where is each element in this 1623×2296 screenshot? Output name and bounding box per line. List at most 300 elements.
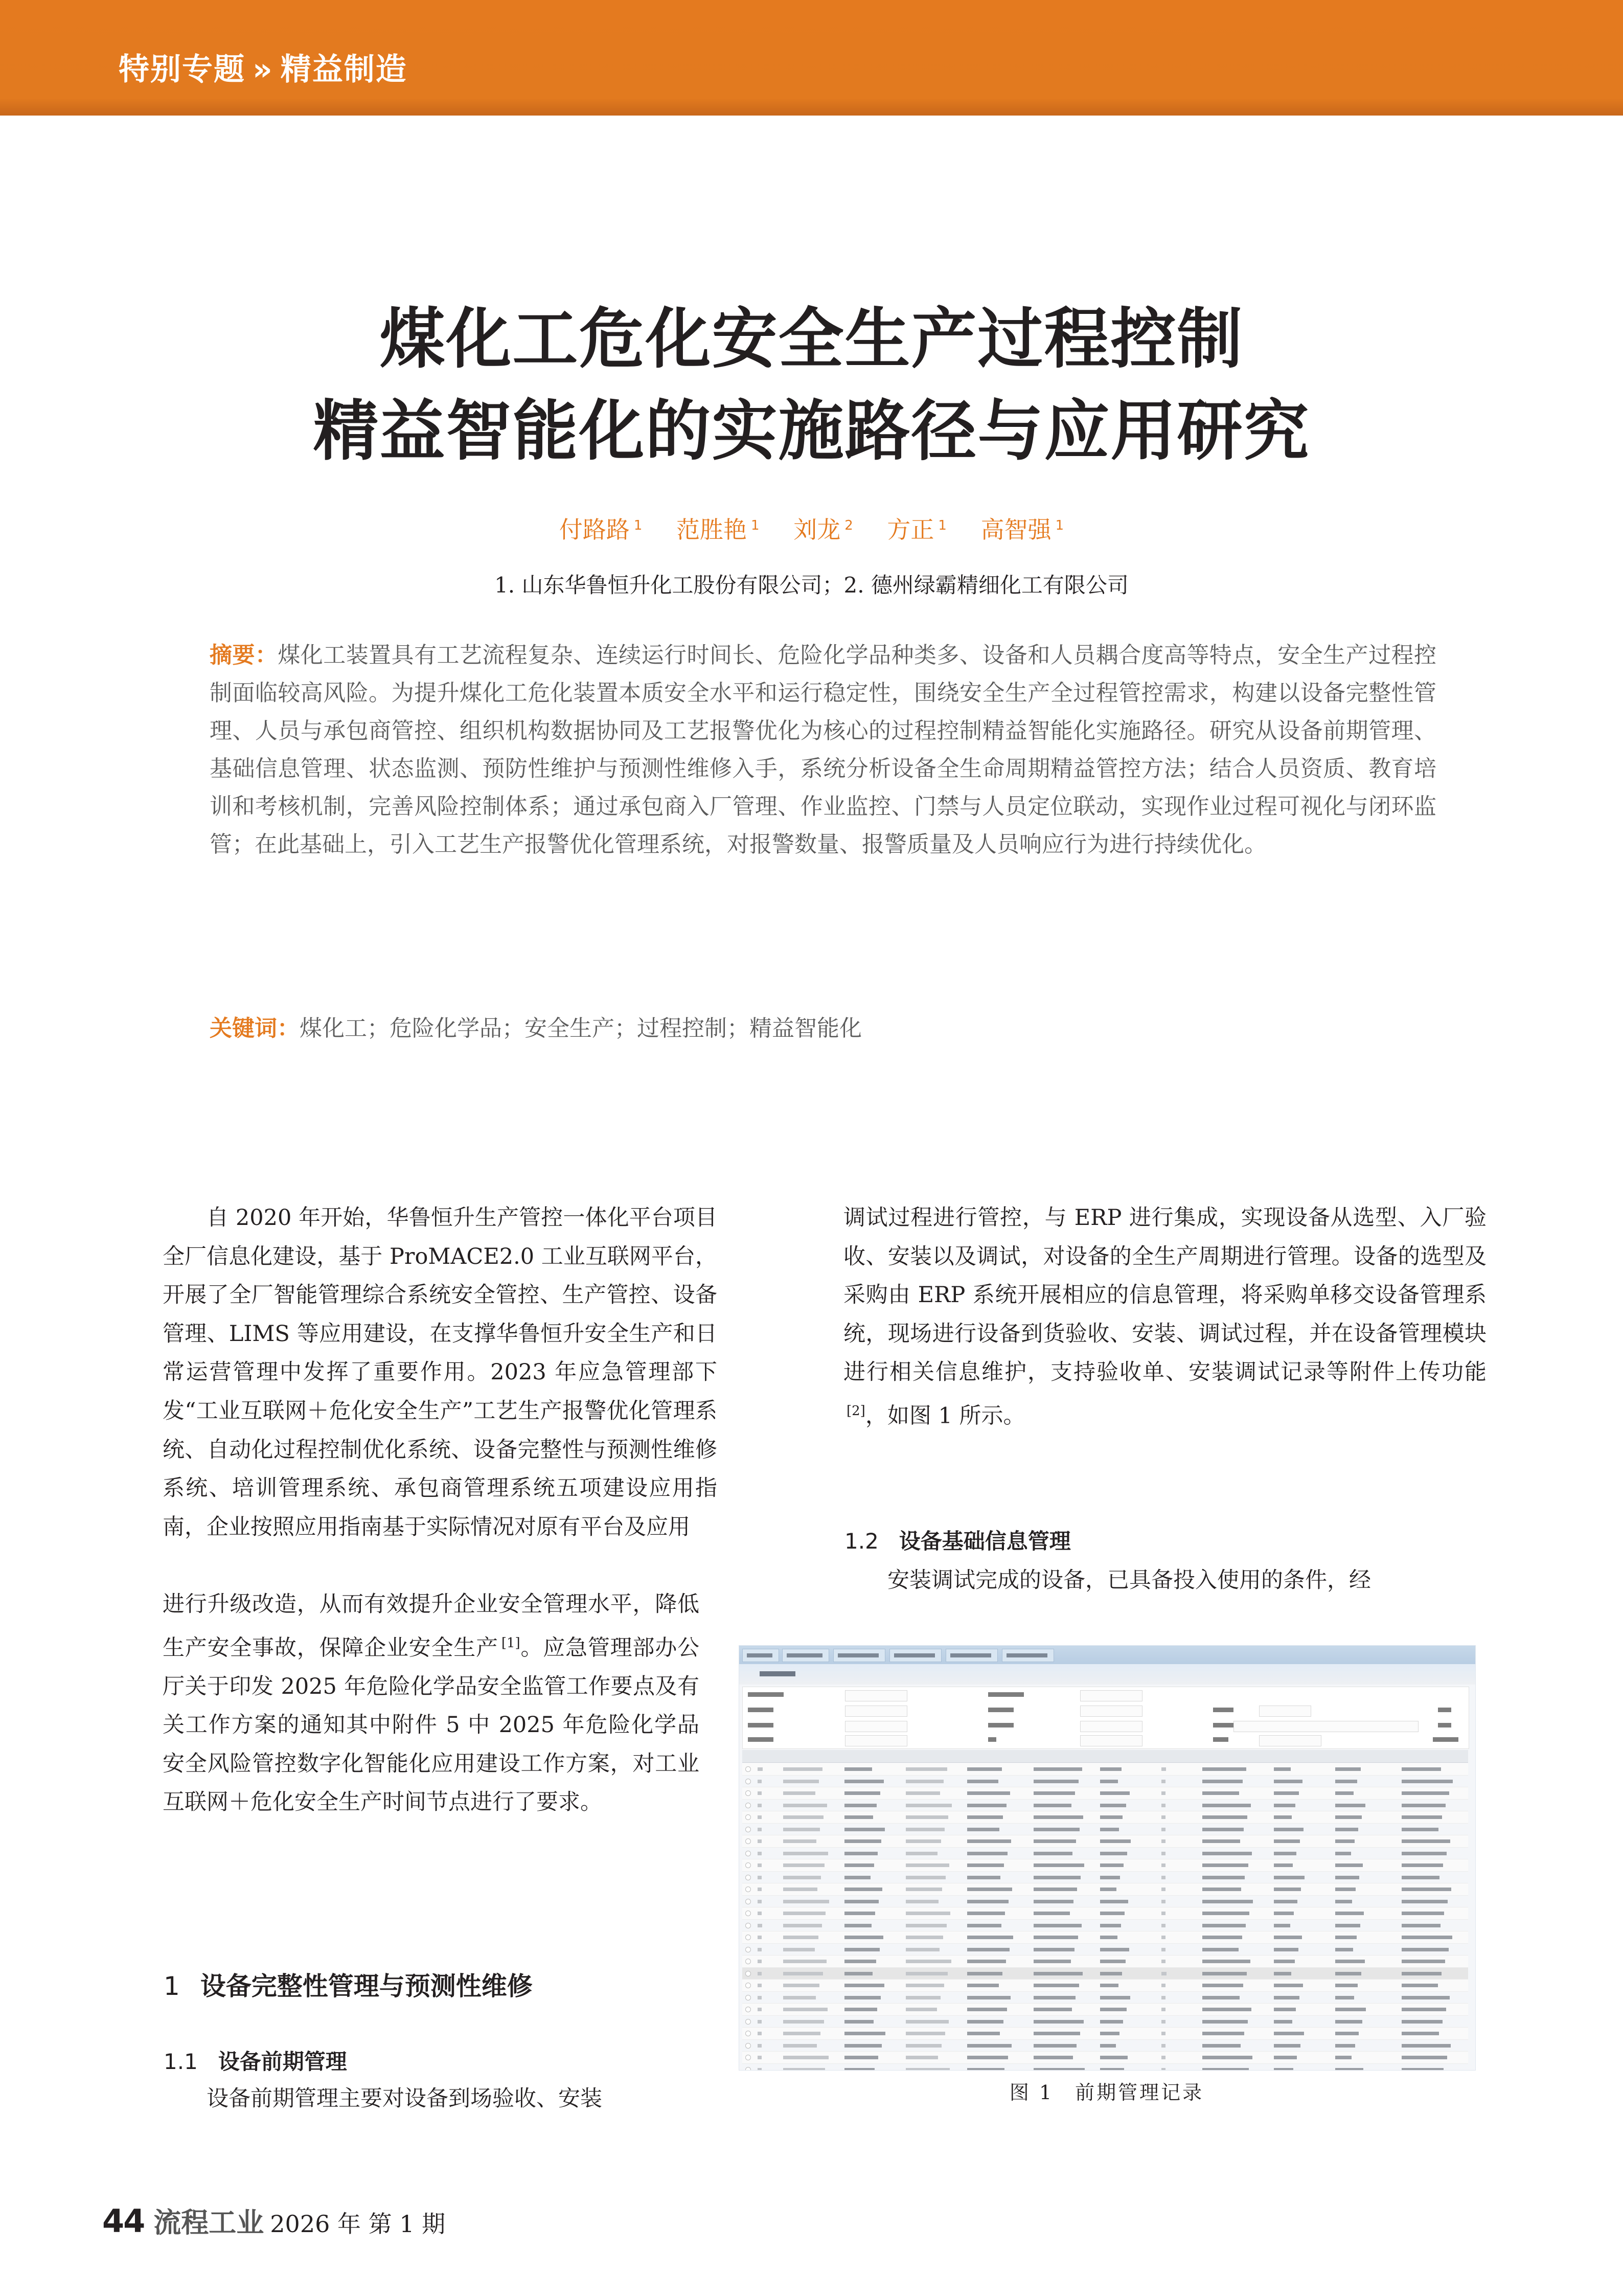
figure-table-cell (844, 2068, 875, 2071)
figure-table-cell (783, 2032, 820, 2035)
radio-icon (745, 2043, 751, 2049)
page-number: 44 (102, 2202, 145, 2240)
figure-table-cell (1202, 2008, 1251, 2011)
section-topic: 精益制造 (280, 52, 407, 87)
figure-table-cell (844, 2008, 877, 2011)
figure-table-cell (906, 1828, 945, 1831)
body-right-column (843, 1199, 1487, 1436)
figure-table-cell (844, 1996, 881, 1999)
figure-table-cell (1161, 2056, 1165, 2059)
figure-table-cell (906, 1936, 943, 1939)
figure-table-cell (758, 1815, 762, 1819)
figure-table-cell (1402, 1912, 1444, 1915)
figure-table-cell (1161, 2008, 1165, 2011)
figure-table-cell (906, 1876, 946, 1879)
radio-icon (745, 1851, 751, 1856)
figure-table-cell (1335, 1863, 1363, 1867)
figure-table-cell (783, 1767, 822, 1771)
figure-table-cell (1402, 2068, 1444, 2071)
author: 范胜艳 $^1$ (676, 516, 760, 543)
figure-table-cell (1274, 2020, 1292, 2024)
figure-table-cell (1202, 1828, 1244, 1831)
figure-table-cell (844, 1767, 872, 1771)
figure-table-cell (783, 1900, 829, 1903)
figure-table-cell (1034, 1996, 1076, 1999)
figure-table-cell (844, 1972, 873, 1975)
figure-table-cell (844, 1936, 883, 1939)
figure-table-cell (1335, 2056, 1352, 2059)
figure-table-cell (1274, 2008, 1296, 2011)
figure-table-cell (844, 2020, 874, 2024)
figure-table-cell (906, 2044, 942, 2048)
figure-table-cell (1034, 2008, 1072, 2011)
figure-table-cell (1335, 1912, 1364, 1915)
figure-table-row (742, 1980, 1468, 1992)
figure-table-cell (1100, 1972, 1122, 1975)
figure-table-cell (844, 1852, 878, 1855)
figure-table-cell (1100, 1888, 1116, 1891)
figure-table-cell (906, 1984, 944, 1987)
figure-table-cell (1100, 1767, 1122, 1771)
body-left-column (163, 1199, 717, 1547)
figure-table-cell (1335, 1924, 1360, 1927)
radio-icon (745, 2055, 751, 2060)
figure-table-cell (1402, 1924, 1441, 1927)
figure-table-cell (783, 2068, 825, 2071)
figure-table-cell (1100, 1900, 1128, 1903)
figure-filter-form (742, 1687, 1469, 1749)
figure-table-cell (1274, 1828, 1304, 1831)
figure-table-cell (1274, 1924, 1290, 1927)
figure-table-cell (1161, 1863, 1165, 1867)
figure-table-cell (1202, 2056, 1252, 2059)
figure-table-cell (1335, 1839, 1355, 1843)
figure-tab-bar (739, 1646, 1475, 1664)
figure-table-cell (1402, 1863, 1443, 1867)
figure-table-cell (1274, 2044, 1300, 2048)
figure-table-cell (1100, 1876, 1120, 1879)
figure-table-cell (906, 1804, 952, 1807)
figure-table-cell (783, 1996, 816, 1999)
article-title-line-2: 精益智能化的实施路径与应用研究 (313, 393, 1310, 469)
radio-icon (745, 1971, 751, 1976)
figure-table-cell (1335, 1960, 1365, 1963)
figure-table-cell (1161, 1876, 1165, 1879)
figure-table-cell (844, 1828, 885, 1831)
citation-ref[interactable]: [2] (847, 1403, 865, 1419)
figure-caption: 图 1 前期管理记录 (1009, 2081, 1204, 2104)
figure-table-cell (1100, 1984, 1118, 1987)
figure-table-cell (1034, 1863, 1084, 1867)
radio-icon (745, 1875, 751, 1880)
figure-table-cell (967, 1791, 1010, 1795)
figure-table-cell (1402, 1828, 1438, 1831)
figure-table-row (742, 1763, 1468, 1776)
figure-table-cell (967, 2008, 1007, 2011)
figure-table-row (742, 1835, 1468, 1848)
figure-table-cell (1335, 2008, 1366, 2011)
radio-icon (745, 1827, 751, 1832)
radio-icon (745, 1995, 751, 2001)
figure-table-cell (758, 1972, 762, 1975)
figure-table-cell (1274, 1815, 1292, 1819)
radio-icon (745, 1766, 751, 1772)
figure-table-cell (844, 1839, 881, 1843)
figure-table-cell (1202, 1948, 1239, 1951)
figure-table-cell (1034, 2044, 1077, 2048)
figure-table-cell (758, 1767, 763, 1771)
radio-icon (745, 1899, 751, 1904)
figure-table-cell (906, 1924, 947, 1927)
figure-table-cell (967, 1912, 1005, 1915)
figure-table-cell (1402, 1876, 1439, 1879)
figure-table-cell (844, 1924, 872, 1927)
figure-table-cell (1202, 1960, 1250, 1963)
figure-table-cell (967, 1960, 1006, 1963)
figure-table-cell (1161, 1767, 1166, 1771)
section-heading-1-1: 1.1 设备前期管理 (164, 2049, 347, 2074)
figure-table-cell (1161, 1912, 1165, 1915)
figure-table-cell (844, 1948, 880, 1951)
figure-table-cell (1100, 2032, 1119, 2035)
figure-table-cell (1335, 2068, 1363, 2071)
figure-table-cell (758, 2032, 762, 2035)
figure-1-screenshot (739, 1645, 1476, 2071)
figure-table-cell (1034, 1900, 1073, 1903)
figure-table-cell (906, 1852, 938, 1855)
figure-table-cell (844, 2032, 885, 2035)
figure-table-cell (967, 1900, 1009, 1903)
affiliations: 1. 山东华鲁恒升化工股份有限公司；2. 德州绿霸精细化工有限公司 (494, 573, 1129, 598)
body-left-column-end (163, 2080, 717, 2119)
figure-table-cell (906, 1791, 940, 1795)
figure-table-cell (1034, 1767, 1082, 1771)
figure-table-cell (783, 1972, 823, 1975)
author: 方正 $^1$ (887, 516, 947, 543)
body-paragraph: 调试过程进行管控，与 ERP 进行集成，实现设备从选型、入厂验收、安装以及调试，对设备的全生产周期进行管理。设备的选型及采购由 ERP 系统开展相应的信息管理，将采购单移交设备管理系统，现场进行设备到货验收、安装、调试过程，并在设备管理模块进行相关信息维护，支持验收单、安装调试记录等附件上传功能[2]，如图 1 所示。 (843, 1205, 1487, 1429)
figure-table-row (742, 1776, 1468, 1788)
figure-table-cell (1034, 1852, 1072, 1855)
figure-table-cell (758, 1960, 762, 1963)
figure-table-cell (1202, 2068, 1249, 2071)
figure-table-cell (967, 1924, 1001, 1927)
figure-table-row (742, 2004, 1468, 2016)
figure-table-cell (967, 1767, 1002, 1771)
figure-table-cell (967, 1888, 1012, 1891)
keywords-label: 关键词： (210, 1015, 300, 1041)
figure-table-row (742, 1956, 1468, 1968)
figure-table-header (742, 1750, 1468, 1763)
figure-table-cell (1402, 1888, 1451, 1891)
radio-icon (745, 1935, 751, 1940)
figure-table-cell (1034, 1948, 1075, 1951)
body-right-column-continued (843, 1561, 1487, 1600)
figure-table-cell (844, 1888, 882, 1891)
figure-table-row (742, 1907, 1468, 1920)
figure-table-cell (1402, 1996, 1450, 1999)
figure-table-cell (1100, 1948, 1129, 1951)
figure-table-cell (1100, 2020, 1123, 2024)
figure-table-cell (906, 1972, 948, 1975)
figure-table-cell (1274, 1948, 1298, 1951)
article-title-line-1: 煤化工危化安全生产过程控制 (379, 301, 1244, 377)
figure-table-cell (758, 1863, 762, 1867)
figure-table-cell (1034, 1912, 1070, 1915)
figure-table-cell (844, 1815, 873, 1819)
figure-table-cell (906, 1780, 944, 1783)
body-paragraph: 进行升级改造，从而有效提升企业安全管理水平，降低生产安全事故，保障企业安全生产 [1]。应急管理部办公厅关于印发 2025 年危险化学品安全监管工作要点及有关工作方案的通知其中附件 5 中 2025 年危险化学品安全风险管控数字化智能化应用建设工作方案，对工业互联网＋危化安全生产时间节点进行了要求。 (163, 1592, 700, 1815)
figure-table-cell (1335, 1828, 1358, 1831)
figure-table-cell (906, 2056, 938, 2059)
figure-table-cell (1161, 1960, 1165, 1963)
radio-icon (745, 1838, 751, 1844)
figure-table-cell (783, 2008, 828, 2011)
figure-table-cell (1202, 1791, 1239, 1795)
figure-table-cell (844, 1900, 879, 1903)
figure-table-cell (1402, 1780, 1453, 1783)
radio-icon (745, 1983, 751, 1988)
figure-table-cell (1034, 2056, 1073, 2059)
figure-table-cell (1161, 1828, 1165, 1831)
figure-table-cell (967, 1863, 1004, 1867)
figure-table-cell (783, 2056, 829, 2059)
figure-table-cell (783, 1936, 818, 1939)
figure-table-cell (1402, 1984, 1438, 1987)
figure-table-cell (1202, 1876, 1245, 1879)
figure-table-cell (1161, 1839, 1165, 1843)
figure-table-cell (758, 1948, 762, 1951)
figure-table-cell (783, 1912, 826, 1915)
figure-table-cell (1402, 1948, 1449, 1951)
figure-table-cell (1274, 2068, 1293, 2071)
figure-table-row (742, 1944, 1468, 1956)
figure-table-cell (1202, 1996, 1240, 1999)
abstract-label: 摘要： (210, 642, 278, 668)
figure-table-cell (1100, 1839, 1131, 1843)
figure-table-cell (1161, 1936, 1165, 1939)
body-paragraph: 自 2020 年开始，华鲁恒升生产管控一体化平台项目全厂信息化建设，基于 ProMACE2.0 工业互联网平台，开展了全厂智能管理综合系统安全管控、生产管控、设备管理、LIMS 等应用建设，在支撑华鲁恒升安全生产和日常运营管理中发挥了重要作用。2023 年应急管理部下发“工业互联网＋危化安全生产”工艺生产报警优化管理系统、自动化过程控制优化系统、设备完整性与预测性维修系统、培训管理系统、承包商管理系统五项建设应用指南，企业按照应用指南基于实际情况对原有平台及应用 (163, 1205, 717, 1540)
figure-table-cell (967, 1804, 1007, 1807)
figure-table-cell (906, 1900, 939, 1903)
figure-table-cell (1402, 1839, 1450, 1843)
figure-table-cell (1202, 2044, 1241, 2048)
figure-table-cell (1034, 1924, 1082, 1927)
author: 付路路 $^1$ (559, 516, 643, 543)
figure-table-cell (1100, 2068, 1124, 2071)
figure-table-cell (1335, 1936, 1357, 1939)
figure-table-cell (844, 2056, 878, 2059)
figure-table-cell (844, 2044, 882, 2048)
figure-table-cell (1274, 1863, 1293, 1867)
figure-table-cell (844, 1863, 874, 1867)
figure-table-cell (1335, 1948, 1353, 1951)
radio-icon (745, 2019, 751, 2025)
figure-table-cell (1202, 1863, 1248, 1867)
figure-table-cell (1335, 1804, 1365, 1807)
radio-icon (745, 1779, 751, 1784)
figure-table-cell (967, 2032, 1000, 2035)
figure-table-cell (1335, 2020, 1362, 2024)
radio-icon (745, 1886, 751, 1892)
figure-table-cell (1202, 1912, 1249, 1915)
figure-table-cell (758, 1852, 762, 1855)
figure-table-cell (1034, 1876, 1081, 1879)
figure-table-cell (1034, 1780, 1079, 1783)
figure-table-cell (1100, 2056, 1128, 2059)
figure-table-cell (783, 1948, 815, 1951)
figure-table-cell (783, 2020, 824, 2024)
figure-table-cell (1335, 2032, 1359, 2035)
figure-table-cell (906, 2008, 937, 2011)
figure-table-row (742, 1824, 1468, 1836)
figure-table-cell (1274, 1936, 1302, 1939)
figure-table-cell (758, 2068, 762, 2071)
figure-table-cell (783, 2044, 817, 2048)
figure-tab (889, 1649, 942, 1662)
figure-table-cell (1274, 1791, 1299, 1795)
figure-table-cell (1335, 1780, 1357, 1783)
radio-icon (745, 1790, 751, 1796)
figure-table-cell (1202, 2032, 1244, 2035)
figure-table-cell (758, 2056, 762, 2059)
figure-table-cell (783, 1839, 816, 1843)
figure-table-cell (758, 1912, 762, 1915)
figure-table-cell (1202, 1815, 1247, 1819)
figure-table-cell (1100, 1815, 1123, 1819)
figure-table-row (742, 1968, 1468, 1980)
figure-table-cell (1202, 1804, 1251, 1807)
figure-table-cell (1274, 1972, 1291, 1975)
figure-table-row (742, 2052, 1468, 2064)
figure-table-cell (1402, 2044, 1451, 2048)
author: 刘龙 $^2$ (793, 516, 853, 543)
keywords-text: 煤化工；危险化学品；安全生产；过程控制；精益智能化 (300, 1015, 862, 1041)
figure-table-cell (1034, 1804, 1071, 1807)
figure-table-cell (1335, 1972, 1361, 1975)
figure-table-cell (1161, 1996, 1165, 1999)
figure-table-cell (1034, 1888, 1077, 1891)
figure-table-cell (1274, 1960, 1295, 1963)
figure-table-cell (1274, 1852, 1296, 1855)
figure-table-cell (1161, 2044, 1165, 2048)
figure-table-cell (1335, 1815, 1362, 1819)
figure-table-cell (1335, 1791, 1354, 1795)
figure-table-cell (783, 1852, 828, 1855)
figure-table-cell (783, 1863, 825, 1867)
figure-table-cell (1274, 1767, 1291, 1771)
figure-table-cell (1274, 1996, 1299, 1999)
figure-table-row (742, 1800, 1468, 1812)
figure-table-cell (1202, 1767, 1246, 1771)
figure-table-cell (844, 1876, 871, 1879)
figure-table-row (742, 1859, 1468, 1872)
figure-table-cell (1161, 1815, 1165, 1819)
figure-subheader (739, 1664, 1475, 1685)
figure-table-cell (1274, 2032, 1304, 2035)
figure-table-cell (1034, 1936, 1078, 1939)
figure-table-cell (1161, 1924, 1165, 1927)
body-paragraph: 设备前期管理主要对设备到场验收、安装 (207, 2086, 602, 2111)
figure-table-cell (1100, 1828, 1119, 1831)
figure-table-row (742, 1787, 1468, 1800)
figure-table-cell (1202, 1924, 1246, 1927)
figure-table-cell (967, 1780, 998, 1783)
figure-table-row (742, 2016, 1468, 2028)
figure-table-cell (1274, 1839, 1300, 1843)
figure-table-cell (1402, 1852, 1447, 1855)
figure-table-row (742, 2028, 1468, 2040)
figure-table-cell (1402, 1972, 1442, 1975)
radio-icon (745, 1803, 751, 1808)
figure-table-cell (1034, 2068, 1085, 2071)
figure-table-cell (1402, 1900, 1448, 1903)
figure-table-cell (1335, 1996, 1354, 1999)
figure-table-cell (1100, 1852, 1127, 1855)
figure-table-cell (783, 1924, 822, 1927)
figure-table-cell (1100, 1863, 1124, 1867)
figure-table-cell (1202, 1972, 1247, 1975)
figure-table-cell (1402, 2032, 1439, 2035)
figure-table-cell (1034, 1972, 1083, 1975)
radio-icon (745, 1947, 751, 1952)
figure-table-cell (1202, 1839, 1240, 1843)
figure-table-cell (1161, 1791, 1165, 1795)
figure-table-cell (1161, 1780, 1165, 1783)
figure-table-cell (1034, 2032, 1080, 2035)
figure-table-cell (1274, 2056, 1297, 2059)
figure-table-cell (758, 1924, 762, 1927)
figure-table-cell (1274, 1912, 1294, 1915)
figure-table-cell (1161, 2020, 1165, 2024)
citation-ref[interactable]: [1] (501, 1635, 520, 1651)
figure-table-cell (783, 1780, 819, 1783)
figure-table-cell (967, 1984, 999, 1987)
figure-table-cell (758, 1996, 762, 1999)
figure-table-cell (844, 1780, 884, 1783)
figure-table-cell (906, 1767, 947, 1771)
figure-table-cell (1100, 2044, 1116, 2048)
figure-table-cell (967, 2044, 1012, 2048)
figure-table-cell (1402, 1936, 1452, 1939)
figure-table-cell (1202, 1900, 1253, 1903)
figure-table-cell (1274, 1780, 1302, 1783)
figure-table-cell (1100, 1996, 1130, 1999)
figure-table-cell (1202, 1984, 1243, 1987)
figure-table-cell (967, 1815, 1003, 1819)
figure-tab (782, 1649, 829, 1662)
radio-icon (745, 1923, 751, 1928)
figure-table-cell (758, 1839, 762, 1843)
figure-table-cell (1161, 1984, 1165, 1987)
figure-table-cell (967, 2020, 1003, 2024)
figure-table-cell (967, 1876, 1000, 1879)
figure-table-cell (967, 1972, 1002, 1975)
figure-table-cell (1161, 1948, 1165, 1951)
figure-table-cell (1274, 1804, 1295, 1807)
figure-table-cell (906, 1839, 941, 1843)
figure-table-cell (1402, 1767, 1441, 1771)
figure-table-cell (1335, 1852, 1351, 1855)
section-heading-1: 1 设备完整性管理与预测性维修 (164, 1971, 533, 2001)
figure-table-row (742, 1848, 1468, 1860)
figure-table-cell (783, 1804, 827, 1807)
figure-table-cell (906, 1815, 948, 1819)
figure-table-cell (1402, 1960, 1445, 1963)
figure-table-cell (1100, 2008, 1127, 2011)
figure-table-cell (967, 2056, 1008, 2059)
figure-table-cell (1402, 1804, 1446, 1807)
figure-table-cell (967, 1996, 1011, 1999)
